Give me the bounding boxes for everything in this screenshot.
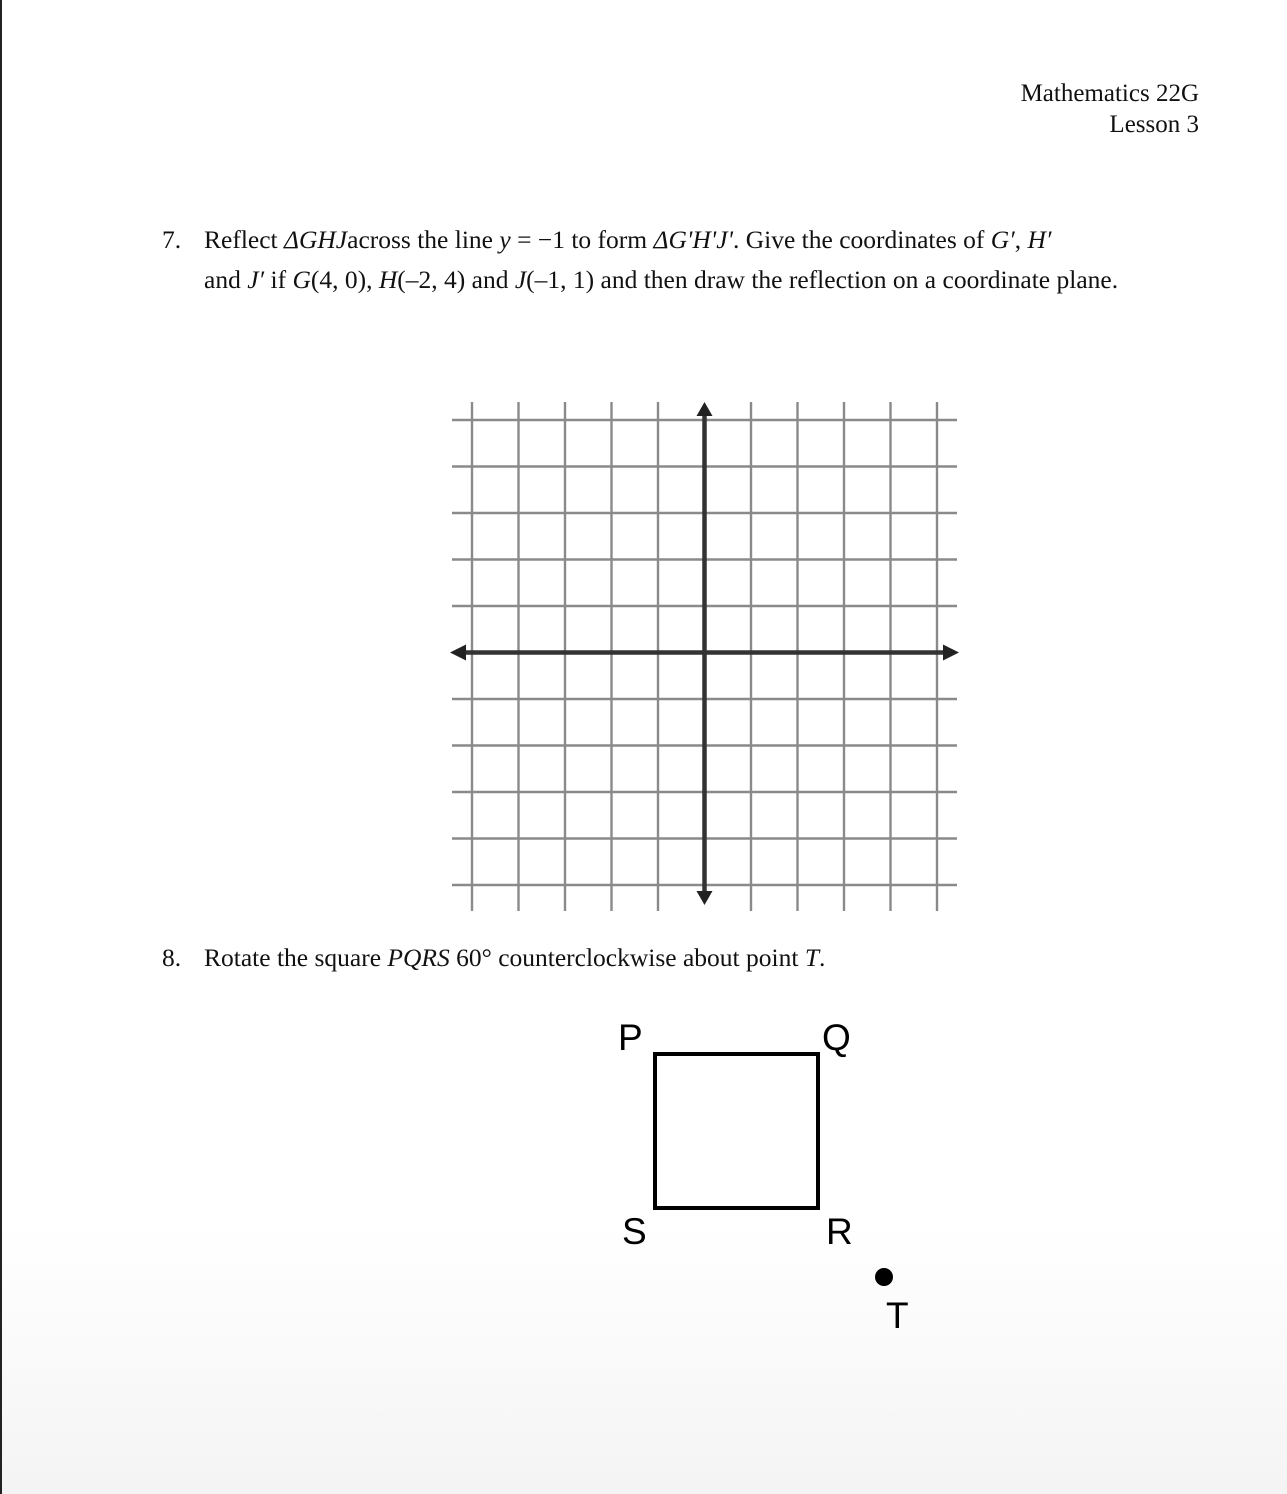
label-p: P <box>618 1017 643 1058</box>
q7-j-prime: J′ <box>247 265 265 294</box>
q7-text-2: across the line <box>347 225 500 254</box>
q7-triangle-prime: ΔG'H'J' <box>653 225 733 254</box>
q7-text-1: Reflect <box>204 225 284 254</box>
question-8-number: 8. <box>162 943 182 972</box>
q7-text-3: to form <box>564 225 654 254</box>
course-title: Mathematics 22G <box>1020 80 1199 107</box>
label-r: R <box>826 1211 853 1252</box>
q7-comma: , <box>1014 225 1028 254</box>
point-t <box>875 1268 893 1286</box>
q7-h: H <box>378 265 398 294</box>
q7-text-4: . Give the coordinates of <box>732 225 991 254</box>
q8-text-2: counterclockwise about point <box>491 943 805 972</box>
q7-text-6: if <box>264 265 293 294</box>
q8-text-1: Rotate the square <box>204 943 388 972</box>
lesson-title: Lesson 3 <box>1109 111 1199 138</box>
q7-g-coord: (4, 0), <box>310 265 379 294</box>
q7-j: J <box>514 265 527 294</box>
q7-triangle: ΔGHJ <box>284 225 348 254</box>
q7-eq-rest: = −1 <box>510 225 565 254</box>
q8-text-3: . <box>819 943 826 972</box>
label-q: Q <box>822 1017 851 1058</box>
q7-eq-y: y <box>499 225 511 254</box>
q8-shape: PQRS <box>387 943 450 972</box>
q8-point: T <box>804 943 819 972</box>
q7-text-5: and <box>204 265 248 294</box>
question-7-number: 7. <box>162 225 182 254</box>
q7-g-prime: G′ <box>990 225 1015 254</box>
q7-h-prime: H′ <box>1027 225 1052 254</box>
q7-h-coord: (–2, 4) and <box>397 265 515 294</box>
q7-g: G <box>292 265 311 294</box>
q7-j-coord: (–1, 1) and then draw the reflection on a coordinate plane. <box>526 265 1119 294</box>
label-t: T <box>886 1295 909 1336</box>
q8-angle: 60° <box>449 943 492 972</box>
square-pqrs <box>655 1054 818 1208</box>
label-s: S <box>622 1211 647 1252</box>
